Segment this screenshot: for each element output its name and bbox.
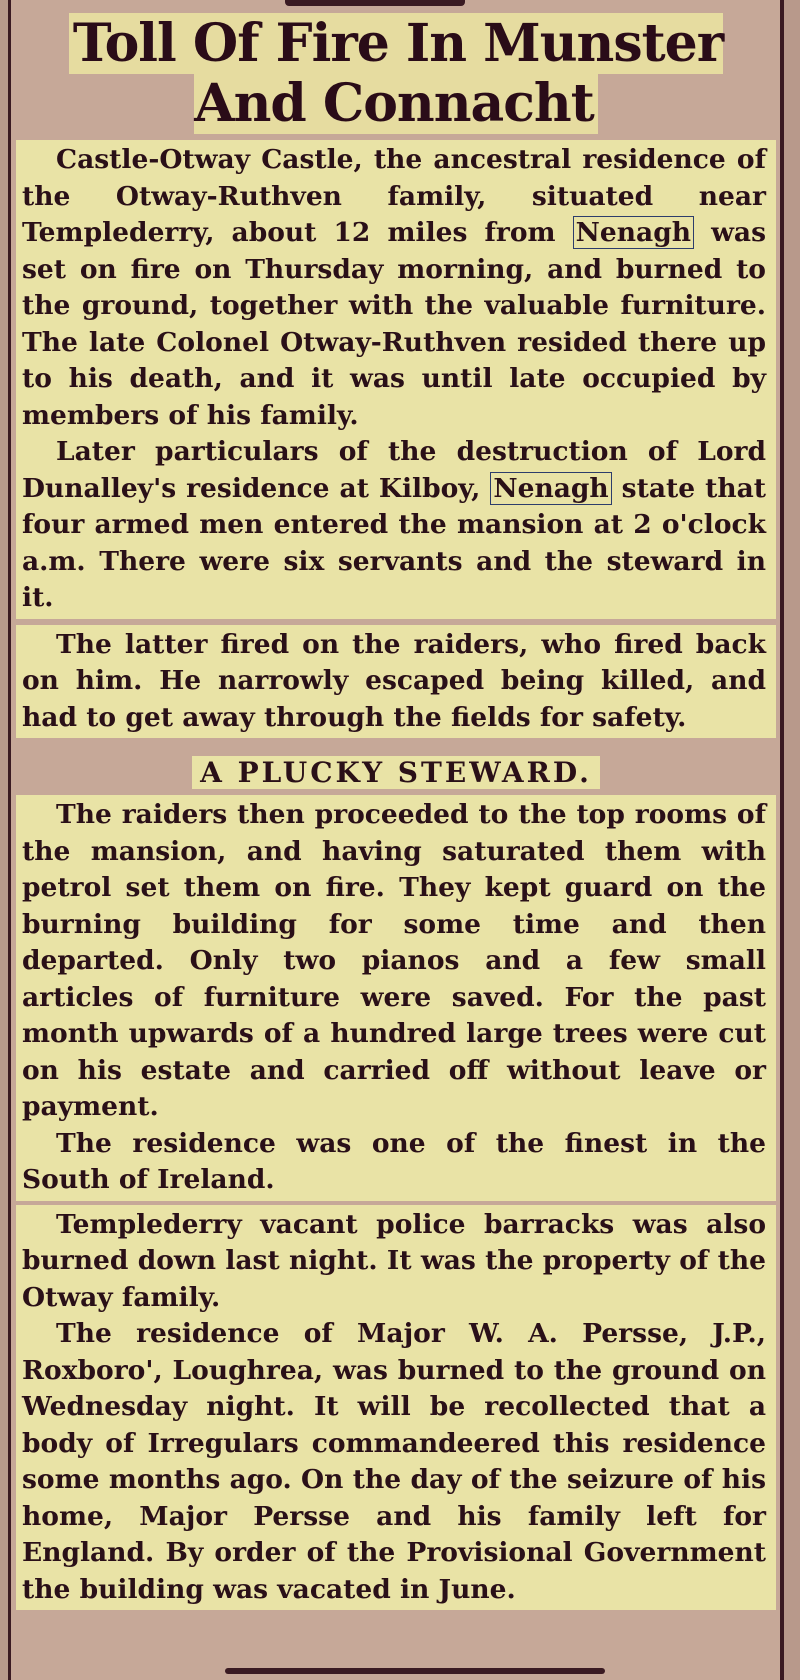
right-column-rule [780, 0, 784, 1680]
paragraph-text: was set on fire on Thursday morning, and burned to the ground, together with the valuable furniture. The late Colonel Otway-Ruthven resided there up to his death, and it was until late occupied by members of his family. [22, 217, 766, 431]
headline-text: Toll Of Fire In Munster And Connacht [69, 13, 723, 134]
article-column [16, 8, 776, 1668]
paragraph-raiders-fired [22, 627, 766, 737]
nenagh-link[interactable]: Nenagh [573, 216, 694, 249]
left-margin-strip [0, 0, 8, 1680]
headline [16, 8, 776, 134]
paragraph-text: state that four armed men entered the mansion at 2 o'clock a.m. There were six servants and the steward in it. [22, 472, 766, 613]
subheading-text: A PLUCKY STEWARD. [192, 756, 600, 789]
left-column-rule [8, 0, 11, 1680]
section-1b [16, 625, 776, 739]
section-2 [16, 795, 776, 1201]
subheading [16, 756, 776, 789]
nenagh-link[interactable]: Nenagh [490, 472, 611, 505]
paragraph-barracks: Templederry vacant police barracks was also burned down last night. It was the property of the Otway family. [22, 1208, 766, 1313]
top-rule [285, 0, 465, 6]
paragraph-text: Castle-Otway Castle, the ancestral residence of the Otway-Ruthven family, situated near Templederry, about 12 miles from [22, 144, 766, 248]
paragraph-text: The latter fired on the raiders, who fired back on him. He narrowly escaped being killed, and had to get away through the fields for safety. [22, 628, 766, 733]
paragraph-text: Later particulars of the destruction of Lord Dunalley's residence at Kilboy, [22, 436, 766, 504]
paragraph-kilboy [22, 434, 766, 617]
paragraph-castle-otway [22, 142, 766, 434]
paragraph-persse: The residence of Major W. A. Persse, J.P., Roxboro', Loughrea, was burned to the ground on Wednesday night. It will be recollected that a body of Irregulars commandeered this residence some months ago. On the day of the seizure of his home, Major Persse and his family left for England. By order of the Provisional Government the building was vacated in June. [22, 1318, 766, 1605]
section-3 [16, 1205, 776, 1611]
section-1 [16, 140, 776, 619]
right-margin-strip [784, 0, 800, 1680]
bottom-rule [225, 1668, 605, 1674]
paragraph-top-rooms: The raiders then proceeded to the top rooms of the mansion, and having saturated them with petrol set them on fire. They kept guard on the burning building for some time and then departed. Only two pianos and a few small articles of furniture were saved. For the past month upwards of a hundred large trees were cut on his estate and carried off without leave or payment. [22, 799, 766, 1122]
paragraph-finest-residence: The residence was one of the finest in the South of Ireland. [22, 1127, 766, 1195]
